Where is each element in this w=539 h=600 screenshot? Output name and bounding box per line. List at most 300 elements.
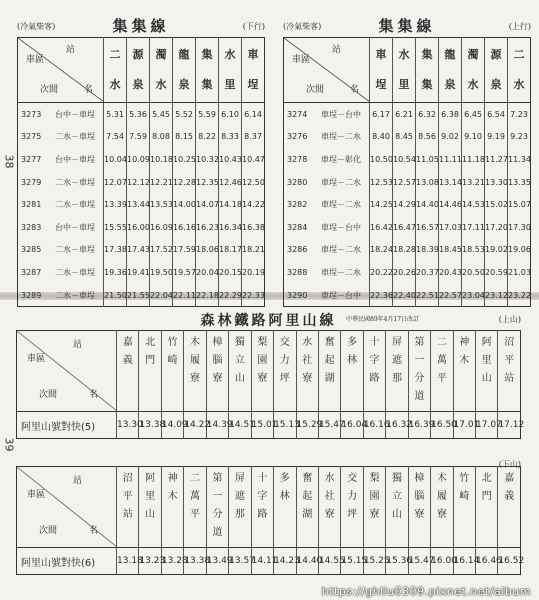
jiji-down-title: 集集線	[112, 17, 170, 35]
timetable-row	[18, 239, 265, 262]
timetable-row	[284, 171, 531, 194]
time-cell: 16.23	[196, 216, 219, 239]
train-cell	[18, 239, 104, 262]
time-cell: 9.10	[462, 126, 485, 149]
station-name: 阿 里 山	[145, 473, 156, 520]
station-name: 神 木	[167, 473, 178, 502]
time-cell: 5.45	[150, 103, 173, 126]
time-cell: 20.43	[439, 261, 462, 284]
station-name: 神 木	[459, 337, 470, 366]
time-cell: 17.30	[508, 216, 531, 239]
train-cell	[284, 239, 370, 262]
time-cell: 9.23	[508, 126, 531, 149]
time-cell: 15.25	[363, 548, 385, 575]
time-cell: 11.27	[485, 148, 508, 171]
station-header	[341, 331, 363, 412]
time-cell: 17.07	[476, 412, 498, 439]
alishan-train-row	[17, 548, 521, 575]
station-name: 交 力 坪	[347, 473, 358, 520]
time-cell: 17.52	[150, 239, 173, 262]
time-cell: 16.57	[416, 216, 439, 239]
alishan-header-row	[17, 331, 521, 412]
time-cell: 22.29	[219, 284, 242, 307]
time-cell: 14.11	[251, 548, 273, 575]
time-cell: 23.22	[508, 284, 531, 307]
time-cell: 13.18	[117, 548, 139, 575]
station-header	[206, 467, 228, 548]
train-cell	[18, 171, 104, 194]
station-header	[206, 331, 228, 412]
station-name: 嘉 義	[122, 337, 133, 366]
station-name: 多 林	[279, 473, 290, 502]
station-name: 樟 腦 寮	[414, 473, 425, 520]
train-number: 3280	[287, 177, 308, 187]
train-route: 車埕－二水	[321, 177, 361, 187]
station-name: 十 字 路	[369, 337, 380, 384]
time-cell: 16.32	[386, 412, 408, 439]
station-name: 第 一 分 道	[212, 473, 223, 538]
time-cell: 17.01	[453, 412, 475, 439]
corner-station-label: 站	[66, 45, 76, 55]
time-cell: 13.39	[104, 193, 127, 216]
station-header	[498, 331, 521, 412]
timetable-row	[284, 284, 531, 307]
station-header: 車 埕	[370, 38, 393, 103]
time-cell: 7.54	[104, 126, 127, 149]
time-cell: 10.32	[196, 148, 219, 171]
alishan-train-row	[17, 412, 521, 439]
train-route: 二水－車埕	[55, 267, 95, 277]
time-cell: 20.37	[416, 261, 439, 284]
train-number: 3286	[287, 245, 308, 255]
train-number: 3282	[287, 200, 308, 210]
train-route: 車埕－二水	[321, 132, 361, 142]
train-number: 3274	[287, 109, 308, 119]
station-header	[498, 467, 521, 548]
time-cell: 8.45	[393, 126, 416, 149]
time-cell: 18.24	[370, 239, 393, 262]
time-cell: 23.04	[462, 284, 485, 307]
time-cell: 10.18	[150, 148, 173, 171]
jiji-up-type-label: (冷氣柴客)	[283, 22, 322, 31]
alishan-up-table	[16, 330, 525, 439]
timetable-row	[18, 216, 265, 239]
page-number-bottom: 39	[2, 437, 16, 452]
train-number: 3287	[21, 267, 42, 277]
time-cell: 16.39	[408, 412, 430, 439]
time-cell: 14.00	[173, 193, 196, 216]
station-name: 交 力 坪	[279, 337, 290, 384]
time-cell: 14.51	[229, 412, 251, 439]
time-cell: 12.21	[150, 171, 173, 194]
time-cell: 17.43	[127, 239, 150, 262]
time-cell: 5.52	[173, 103, 196, 126]
station-header	[476, 331, 498, 412]
time-cell: 22.18	[196, 284, 219, 307]
time-cell: 15.13	[274, 412, 296, 439]
train-route: 車埕－二水	[321, 245, 361, 255]
train-number: 3278	[287, 154, 308, 164]
time-cell: 15.36	[386, 548, 408, 575]
time-cell: 14.23	[274, 548, 296, 575]
time-cell: 6.10	[219, 103, 242, 126]
time-cell: 12.53	[370, 171, 393, 194]
station-header	[229, 331, 251, 412]
jiji-up-table	[283, 37, 531, 307]
train-cell	[18, 284, 104, 307]
time-cell: 14.53	[462, 193, 485, 216]
station-header	[296, 467, 318, 548]
time-cell: 14.18	[219, 193, 242, 216]
train-cell	[18, 216, 104, 239]
time-cell: 15.47	[408, 548, 430, 575]
corner-range-label: 次間	[306, 85, 325, 95]
station-header	[408, 331, 430, 412]
time-cell: 8.40	[370, 126, 393, 149]
time-cell: 17.03	[439, 216, 462, 239]
station-header	[318, 467, 340, 548]
train-route: 台中－車埕	[55, 109, 95, 119]
corner-station-label: 站	[73, 476, 83, 486]
time-cell: 14.29	[393, 193, 416, 216]
time-cell: 22.33	[242, 284, 265, 307]
train-route: 車埕－台中	[321, 222, 361, 232]
train-name: 阿里山號對快(6)	[21, 557, 96, 569]
train-cell	[18, 261, 104, 284]
alishan-down-table	[16, 466, 525, 575]
train-route: 台中－車埕	[55, 154, 95, 164]
alishan-down-direction: (下山)	[498, 460, 521, 469]
station-header: 集 集	[416, 38, 439, 103]
train-number: 3284	[287, 222, 308, 232]
station-header	[139, 331, 161, 412]
time-cell: 10.47	[242, 148, 265, 171]
timetable-row	[18, 284, 265, 307]
time-cell: 5.59	[196, 103, 219, 126]
train-route: 二水－車埕	[55, 245, 95, 255]
train-number: 3288	[287, 267, 308, 277]
time-cell: 13.30	[117, 412, 139, 439]
train-route: 二水－車埕	[55, 132, 95, 142]
station-header: 水 里	[219, 38, 242, 103]
corner-name-label: 名	[84, 85, 94, 95]
time-cell: 15.29	[296, 412, 318, 439]
timetable-row	[284, 103, 531, 126]
station-header	[408, 467, 430, 548]
time-cell: 13.49	[206, 548, 228, 575]
timetable-row	[284, 193, 531, 216]
corner-area-label: 車區	[27, 354, 46, 364]
time-cell: 20.15	[219, 261, 242, 284]
station-header	[274, 331, 296, 412]
station-header	[453, 331, 475, 412]
station-header	[341, 467, 363, 548]
time-cell: 15.02	[485, 193, 508, 216]
station-header: 龍 泉	[439, 38, 462, 103]
time-cell: 17.12	[498, 412, 521, 439]
time-cell: 10.09	[127, 148, 150, 171]
station-name: 樟 腦 寮	[212, 337, 223, 384]
time-cell: 9.19	[485, 126, 508, 149]
time-cell: 16.09	[150, 216, 173, 239]
station-header	[251, 467, 273, 548]
station-header	[161, 331, 183, 412]
station-header: 濁 水	[462, 38, 485, 103]
time-cell: 10.50	[370, 148, 393, 171]
time-cell: 12.07	[104, 171, 127, 194]
timetable-row	[18, 126, 265, 149]
station-header: 車 埕	[242, 38, 265, 103]
time-cell: 8.15	[173, 126, 196, 149]
time-cell: 16.14	[453, 548, 475, 575]
time-cell: 18.45	[439, 239, 462, 262]
train-route: 二水－車埕	[55, 290, 95, 300]
time-cell: 11.11	[439, 148, 462, 171]
train-route: 車埕－彰化	[321, 154, 361, 164]
time-cell: 22.51	[416, 284, 439, 307]
time-cell: 15.01	[251, 412, 273, 439]
alishan-header-row	[17, 467, 521, 548]
station-name: 阿 里 山	[481, 337, 492, 384]
timetable-row	[18, 171, 265, 194]
station-name: 竹 崎	[459, 473, 470, 502]
alishan-title: 森林鐵路阿里山線	[200, 313, 337, 329]
station-header	[318, 331, 340, 412]
station-name: 獨 立 山	[391, 473, 402, 520]
corner-station-label: 站	[73, 340, 83, 350]
train-cell	[284, 103, 370, 126]
jiji-up-panel	[283, 15, 531, 307]
train-number: 3277	[21, 154, 42, 164]
time-cell: 12.50	[242, 171, 265, 194]
corner-range-label: 次間	[39, 526, 58, 536]
time-cell: 8.37	[242, 126, 265, 149]
timetable-row	[284, 239, 531, 262]
alishan-header	[16, 310, 521, 328]
time-cell: 5.36	[127, 103, 150, 126]
time-cell: 16.04	[341, 412, 363, 439]
station-name: 二 萬 平	[436, 337, 447, 384]
timetable-row	[18, 148, 265, 171]
time-cell: 23.12	[485, 284, 508, 307]
time-cell: 6.54	[485, 103, 508, 126]
station-name: 屏 遮 那	[391, 337, 402, 384]
page-number-top: 38	[2, 154, 16, 169]
train-name: 阿里山號對快(5)	[21, 421, 96, 433]
train-cell	[18, 103, 104, 126]
time-cell: 20.19	[242, 261, 265, 284]
train-cell	[284, 284, 370, 307]
time-cell: 13.44	[127, 193, 150, 216]
time-cell: 6.32	[416, 103, 439, 126]
time-cell: 13.38	[184, 548, 206, 575]
diagonal-divider-icon	[17, 331, 117, 411]
time-cell: 19.36	[104, 261, 127, 284]
time-cell: 20.04	[196, 261, 219, 284]
time-cell: 20.50	[462, 261, 485, 284]
time-cell: 13.35	[508, 171, 531, 194]
station-header: 二 水	[508, 38, 531, 103]
station-name: 第 一 分 道	[414, 337, 425, 402]
time-cell: 13.30	[485, 171, 508, 194]
corner-area-label: 車區	[27, 490, 46, 500]
time-cell: 12.46	[219, 171, 242, 194]
time-cell: 18.28	[393, 239, 416, 262]
time-cell: 8.33	[219, 126, 242, 149]
station-name: 奮 起 湖	[302, 473, 313, 520]
diagonal-divider-icon	[17, 467, 117, 547]
train-number: 3290	[287, 290, 308, 300]
time-cell: 18.21	[242, 239, 265, 262]
jiji-up-direction: (上行)	[508, 22, 531, 31]
alishan-revision-note: 中華民國89年4月17日改訂	[346, 316, 420, 323]
station-header	[251, 331, 273, 412]
train-route: 二水－車埕	[55, 177, 95, 187]
station-header	[184, 467, 206, 548]
time-cell: 15.15	[341, 548, 363, 575]
station-header	[386, 331, 408, 412]
time-cell: 17.59	[173, 239, 196, 262]
time-cell: 22.36	[370, 284, 393, 307]
time-cell: 12.35	[196, 171, 219, 194]
station-header: 二 水	[104, 38, 127, 103]
station-name: 獨 立 山	[234, 337, 245, 384]
time-cell: 11.18	[462, 148, 485, 171]
time-cell: 22.11	[173, 284, 196, 307]
station-header: 龍 泉	[173, 38, 196, 103]
station-header	[386, 467, 408, 548]
time-cell: 7.23	[508, 103, 531, 126]
station-name: 水 社 寮	[324, 473, 335, 520]
station-header	[274, 467, 296, 548]
time-cell: 14.40	[416, 193, 439, 216]
time-cell: 22.04	[150, 284, 173, 307]
timetable-row	[18, 103, 265, 126]
time-cell: 16.16	[363, 412, 385, 439]
time-cell: 16.50	[431, 412, 453, 439]
station-name: 梨 園 寮	[257, 337, 268, 384]
time-cell: 6.45	[462, 103, 485, 126]
time-cell: 12.57	[393, 171, 416, 194]
station-header	[431, 331, 453, 412]
station-header	[431, 467, 453, 548]
time-cell: 18.17	[219, 239, 242, 262]
train-cell	[18, 193, 104, 216]
time-cell: 15.47	[318, 412, 340, 439]
time-cell: 6.38	[439, 103, 462, 126]
time-cell: 12.12	[127, 171, 150, 194]
timetable-row	[284, 216, 531, 239]
time-cell: 19.02	[485, 239, 508, 262]
train-cell	[284, 193, 370, 216]
time-cell: 17.38	[104, 239, 127, 262]
time-cell: 5.31	[104, 103, 127, 126]
timetable-row	[284, 148, 531, 171]
train-number: 3279	[21, 177, 42, 187]
station-name: 多 林	[347, 337, 358, 366]
station-header	[184, 331, 206, 412]
time-cell: 16.52	[498, 548, 521, 575]
jiji-up-title: 集集線	[378, 17, 436, 35]
station-name: 二 萬 平	[190, 473, 201, 520]
time-cell: 7.59	[127, 126, 150, 149]
alishan-up-direction: (上山)	[498, 315, 521, 324]
train-number: 3276	[287, 132, 308, 142]
time-cell: 10.25	[173, 148, 196, 171]
timetable-row	[18, 193, 265, 216]
time-cell: 19.57	[173, 261, 196, 284]
corner-range-label: 次間	[39, 390, 58, 400]
station-header	[476, 467, 498, 548]
station-name: 梨 園 寮	[369, 473, 380, 520]
time-cell: 14.25	[370, 193, 393, 216]
time-cell: 21.50	[104, 284, 127, 307]
time-cell: 14.46	[439, 193, 462, 216]
jiji-down-type-label: (冷氣柴客)	[17, 22, 56, 31]
station-header	[363, 331, 385, 412]
train-route: 台中－車埕	[55, 222, 95, 232]
station-header: 濁 水	[150, 38, 173, 103]
time-cell: 11.34	[508, 148, 531, 171]
alishan-corner-cell	[17, 331, 117, 412]
time-cell: 16.46	[476, 548, 498, 575]
jiji-down-table	[17, 37, 265, 307]
time-cell: 14.07	[196, 193, 219, 216]
station-name: 嘉 義	[504, 473, 515, 502]
train-route: 車埕－台中	[321, 109, 361, 119]
train-number: 3281	[21, 200, 42, 210]
station-header	[229, 467, 251, 548]
time-cell: 13.38	[139, 412, 161, 439]
time-cell: 18.53	[462, 239, 485, 262]
train-number: 3273	[21, 109, 42, 119]
train-route: 車埕－二水	[321, 200, 361, 210]
time-cell: 8.22	[196, 126, 219, 149]
jiji-down-direction: (下行)	[242, 22, 265, 31]
time-cell: 13.14	[439, 171, 462, 194]
train-number: 3283	[21, 222, 42, 232]
time-cell: 18.39	[416, 239, 439, 262]
station-header	[296, 331, 318, 412]
time-cell: 10.04	[104, 148, 127, 171]
time-cell: 6.14	[242, 103, 265, 126]
time-cell: 17.11	[462, 216, 485, 239]
train-route: 車埕－二水	[321, 267, 361, 277]
train-cell	[18, 148, 104, 171]
time-cell: 16.34	[219, 216, 242, 239]
station-name: 木 履 寮	[190, 337, 201, 384]
time-cell: 6.17	[370, 103, 393, 126]
time-cell: 19.06	[508, 239, 531, 262]
time-cell: 22.40	[393, 284, 416, 307]
time-cell: 8.08	[150, 126, 173, 149]
time-cell: 9.02	[439, 126, 462, 149]
train-route: 二水－車埕	[55, 200, 95, 210]
time-cell: 19.50	[150, 261, 173, 284]
train-number: 3275	[21, 132, 42, 142]
time-cell: 20.22	[370, 261, 393, 284]
timetable-row	[18, 261, 265, 284]
train-cell	[18, 126, 104, 149]
time-cell: 10.54	[393, 148, 416, 171]
time-cell: 11.05	[416, 148, 439, 171]
timetable-row	[284, 126, 531, 149]
time-cell: 18.06	[196, 239, 219, 262]
time-cell: 15.55	[104, 216, 127, 239]
station-name: 沼 平 站	[504, 337, 515, 384]
station-header	[117, 331, 139, 412]
time-cell: 6.21	[393, 103, 416, 126]
